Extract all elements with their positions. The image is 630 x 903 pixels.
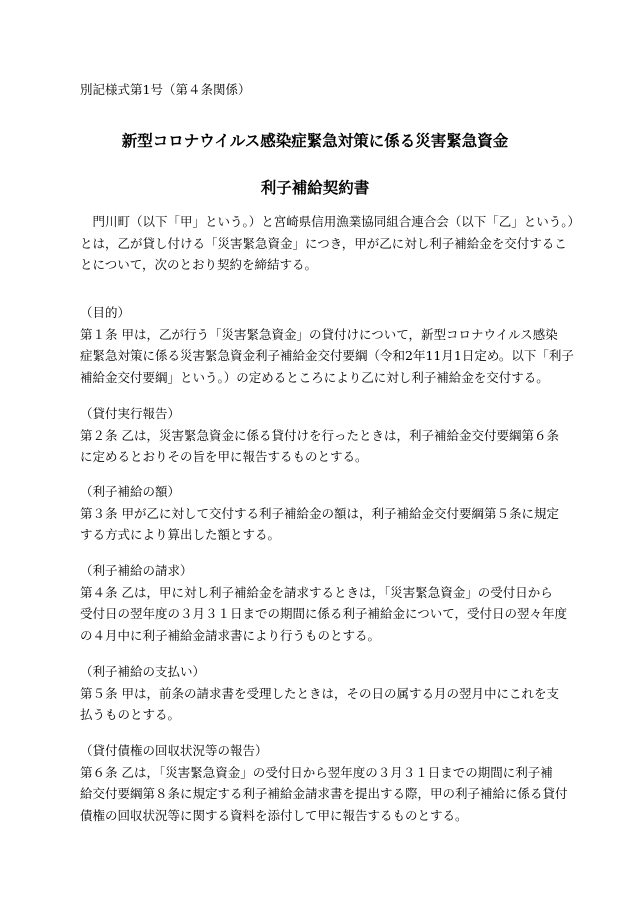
article-heading: （貸付債権の回収状況等の報告） (80, 743, 268, 758)
text-line: 第１条 甲は，乙が行う「災害緊急資金」の貸付けについて，新型コロナウイルス感染 (80, 326, 558, 342)
article-heading: （貸付実行報告） (80, 406, 181, 421)
text-line: 第４条 乙は，甲に対し利子補給金を請求するときは，「災害緊急資金」の受付日から (80, 584, 553, 600)
text-line: 症緊急対策に係る災害緊急資金利子補給金交付要綱（令和2年11月1日定め。以下「利子 (80, 348, 574, 363)
text-line: とは，乙が貸し付ける「災害緊急資金」につき，甲が乙に対し利子補給金を交付するこ (80, 235, 567, 251)
article-heading: （利子補給の請求） (80, 563, 193, 578)
article-heading: （利子補給の額） (80, 484, 181, 499)
text-line: 補給金交付要綱」という。）の定めるところにより乙に対し利子補給金を交付する。 (80, 369, 549, 385)
article-2-section (80, 403, 559, 468)
text-line: 払うものとする。 (80, 707, 181, 722)
text-line: 受付日の翌年度の３月３１日までの期間に係る利子補給金について，受付日の翌々年度 (80, 606, 568, 621)
article-heading: （目的） (80, 305, 131, 320)
article-1-section (80, 302, 574, 388)
text-line: 門川町（以下「甲」という。）と宮崎県信用漁業協同組合連合会（以下「乙」という。） (80, 214, 581, 229)
document-title: 新型コロナウイルス感染症緊急対策に係る災害緊急資金 (121, 131, 509, 150)
document-subtitle: 利子補給契約書 (260, 178, 370, 197)
text-line: 第２条 乙は，災害緊急資金に係る貸付けを行ったときは，利子補給金交付要綱第６条 (80, 427, 559, 443)
text-line: 第３条 甲が乙に対して交付する利子補給金の額は，利子補給金交付要綱第５条に規定 (80, 505, 559, 521)
article-5-section (80, 661, 559, 726)
text-line: に定めるとおりその旨を甲に報告するものとする。 (80, 449, 368, 464)
article-6-section (80, 740, 568, 826)
text-line: とについて，次のとおり契約を締結する。 (80, 257, 318, 272)
intro-paragraph (80, 211, 581, 276)
text-line: 第６条 乙は，「災害緊急資金」の受付日から翌年度の３月３１日までの期間に利子補 (80, 764, 553, 780)
form-label: 別記様式第1号（第４条関係） (80, 82, 251, 97)
text-line: 債権の回収状況等に関する資料を添付して甲に報告するものとする。 (80, 807, 468, 823)
text-line: 第５条 甲は，前条の請求書を受理したときは，その日の属する月の翌月中にこれを支 (80, 685, 559, 701)
text-line: する方式により算出した額とする。 (80, 527, 281, 542)
text-line: の４月中に利子補給金請求書により行うものとする。 (80, 627, 381, 643)
article-3-section (80, 481, 559, 546)
article-heading: （利子補給の支払い） (80, 664, 206, 679)
text-line: 給交付要綱第８条に規定する利子補給金請求書を提出する際，甲の利子補給に係る貸付 (80, 786, 568, 801)
article-4-section (80, 560, 568, 646)
